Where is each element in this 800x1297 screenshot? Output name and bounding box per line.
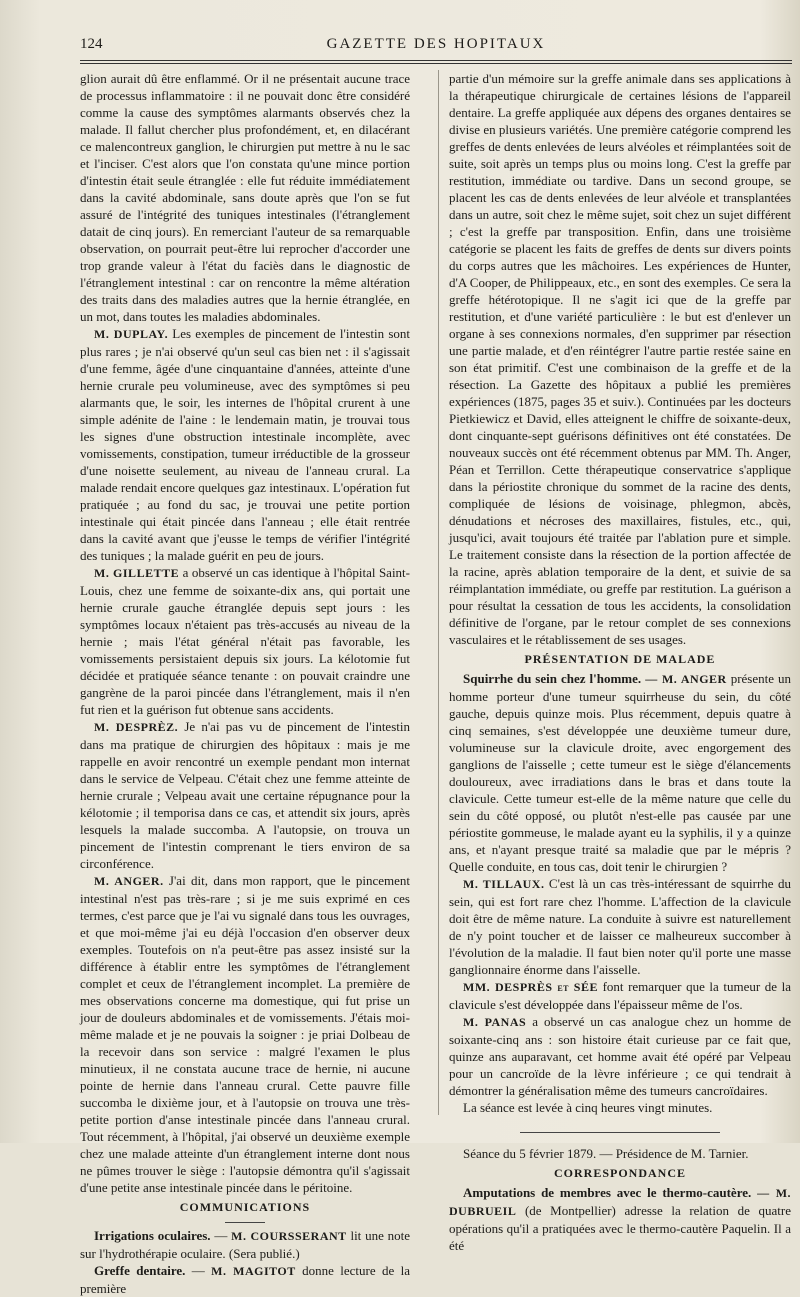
speaker-name: M. GILLETTE xyxy=(94,566,180,580)
speaker-name: M. PANAS xyxy=(463,1015,527,1029)
section-heading-presentation: PRÉSENTATION DE MALADE xyxy=(524,652,716,666)
article-title: Irrigations oculaires. xyxy=(94,1228,211,1243)
paragraph-text: Les exemples de pincement de l'intestin sont plus rares ; je n'ai observé qu'un seul cas bien net : il s'agissait d'une femme, âgée d'une cinquantaine d'années, atteinte d'une hernie crurale peu volumineuse, avec des symptômes si peu alarmants que, le soir, les internes de l'hôpital crurent à une simple adénite de l'aine : le lendemain matin, je trouvai tous les signes d'une obstruction intestinale incomplète, avec vomissements, constipation, tumeur irréductible de la grosseur d'une noisette seulement, au niveau de l'anneau crural. La malade rendait encore quelques gaz intestinaux. L'opération fut pratiquée ; au fond du sac, je trouvai une petite portion intestinale qui était pincée dans l'anneau ; elle était rentrée dans la cavité avant que j'eusse le temps de vérifier l'intégrité des tuniques ; la malade guérit en peu de jours. xyxy=(80,326,411,563)
paragraph-text: Je n'ai pas vu de pincement de l'intestin dans ma pratique de chirurgien des hôpitaux : mais je me rappelle en avoir rencontré un exemple pendant mon internat dans le service de Velpeau. C'était chez une femme atteinte de hernie crurale ; Velpeau avait une certaine répugnance pour la kélotomie ; il temporisa dans ce cas, et attendit six jours, après lesquels la malade succomba. A l'autopsie, on trouva un pincement de l'intestin comprenant le tiers environ de sa circonférence. xyxy=(80,719,410,871)
paragraph-irrigations: Irrigations oculaires. — M. COURSSERANT lit une note sur l'hydrothérapie oculaire. (Sera publié.) xyxy=(80,1228,410,1261)
page-number: 124 xyxy=(80,36,103,52)
paragraph-despres-see xyxy=(449,978,791,1013)
column-divider xyxy=(438,70,439,1115)
section-heading-communications: COMMUNICATIONS xyxy=(179,1200,311,1214)
header-rule-double xyxy=(80,63,792,64)
article-title: Squirrhe du sein chez l'homme. xyxy=(463,671,642,686)
session-line: Séance du 5 février 1879. — Présidence de M. Tarnier. xyxy=(463,1146,749,1161)
paragraph: partie d'un mémoire sur la greffe animale dans ses applications à la thérapeutique chirurgicale de certaines lésions de l'appareil dentaire. La greffe appliquée aux dépens des organes dentaires se divise en plusieurs variétés. Une première catégorie comprend les greffes de dents enlevées de leurs alvéoles et réimplantées soit de suite, soit après un temps plus ou moins long. C'est la greffe par restitution, immédiate ou tardive. Dans un second groupe, se placent les cas de dents enlevées de leur alvéole et transplantées dans un autre, soit chez le même sujet, soit chez un sujet différent ; c'est la greffe par transposition. Enfin, dans une troisième catégorie se placent les faits de greffes de dents sur divers points du corps autres que les mâchoires. Les expériences de Hunter, d'A Cooper, de Philippeaux, etc., en sont des exemples. Ce sera la greffe hétérotopique. Il ne s'agit ici que de la greffe par restitution, et d'une variété particulière : le but est d'enlever un organe à ses connexions normales, d'en supprimer par résection une partie malade, et d'en réintégrer l'autre partie restée saine en son état primitif. C'est une combinaison de la greffe et de la résection. La Gazette des hôpitaux a publié les premières expériences (1875, pages 35 et suiv.). Continuées par les docteurs Pietkiewicz et David, elles atteignent le chiffre de soixante-deux, dont cinquante-sept guérisons définitives ont été constatées. De nouveaux succès ont été récemment obtenus par MM. Th. Anger, Péan et Terrillon. Cette thérapeutique conservatrice s'applique dans la périostite chronique du sommet de la racine des dents, compliquée de lésions de voisinage, phlegmon, abcès, dénudations et nécroses des maxillaires, fistules, etc., qui, jusqu'ici, avait toujours été traitée par l'ablation pure et simple. Le traitement consiste dans la résection de la portion affectée de la racine, après ablation temporaire de la dent, et suivie de sa réimplantation immédiate, ou greffe par restitution. La guérison a pour résultat la cessation de tous les accidents, la consolidation définitive de l'organe, par le retour complet de ses connexions vasculaires et le rétablissement de ses usages. xyxy=(449,71,791,647)
speaker-name: M. COURSSERANT xyxy=(231,1229,347,1243)
paragraph-text: font remarquer que la tumeur de la clavicule s'est développée dans l'épaisseur même de l'os. xyxy=(449,979,791,1012)
speaker-name: MM. DESPRÈS et SÉE xyxy=(463,980,598,994)
session-rule xyxy=(520,1132,720,1133)
paragraph-gillette xyxy=(80,564,410,718)
paragraph-end: La séance est levée à cinq heures vingt minutes. xyxy=(463,1100,713,1115)
paragraph-anger xyxy=(80,872,410,1196)
paragraph-despres xyxy=(80,718,410,872)
paragraph-squirrhe xyxy=(449,670,791,875)
paragraph-amputations xyxy=(449,1184,791,1254)
paragraph-duplay xyxy=(80,325,410,564)
speaker-name: M. DUPLAY. xyxy=(94,327,169,341)
paragraph-greffe: Greffe dentaire. — M. MAGITOT donne lecture de la première xyxy=(80,1263,410,1296)
left-column xyxy=(80,70,411,1296)
paragraph-text: lit une note sur l'hydrothérapie oculaire. (Sera publié.) xyxy=(80,1228,410,1261)
speaker-name: — M. ANGER xyxy=(645,672,727,686)
paragraph-text: J'ai dit, dans mon rapport, que le pincement intestinal n'est pas très-rare ; si je me suis exprimé en ces termes, c'est parce que je l'ai vu signalé dans tous les ouvrages, et que moi-même j'ai eu déjà l'occasion d'en observer deux exemples. Toutefois on n'a peut-être pas assez insisté sur la différence à établir entre les symptômes de l'étranglement complet et ceux de l'étranglement incomplet. La première de mes observations concerne ma domestique, qui fut prise un jour de douleurs abdominales et de vomissements. J'étais moi-même malade et je ne pouvais la soigner : je priai Dolbeau de la recevoir dans son service : malgré l'examen le plus minutieux, il ne constata aucune trace de hernie, ni aucune pointe de hernie dans l'anneau crural. Cette pauvre fille succomba le dixième jour, et à l'autopsie on trouva une très-petite portion d'anse intestinale pincée dans l'anneau crural. Tout récemment, à l'hôpital, j'ai observé un deuxième exemple chez une malade atteinte d'un étranglement interne dont nous ne pûmes trouver le siège : l'autopsie démontra qu'il s'agissait d'une petite anse intestinale pincée dans le péritoine. xyxy=(80,873,410,1195)
article-title: Amputations de membres avec le thermo-cautère. xyxy=(463,1185,752,1200)
section-heading-correspondance: CORRESPONDANCE xyxy=(553,1166,686,1180)
paragraph-text: C'est là un cas très-intéressant de squirrhe du sein, qui est fort rare chez l'homme. L'affection de la clavicule doit être de même nature. La conduite à suivre est naturellement de n'y point toucher et de laisser ce malheureux succomber à l'évolution de la maladie. Il faut bien noter qu'il porte une masse ganglionnaire énorme dans l'aisselle. xyxy=(449,876,791,977)
speaker-name: — M. DUBRUEIL xyxy=(449,1186,792,1218)
section-rule xyxy=(225,1222,265,1223)
paragraph: glion aurait dû être enflammé. Or il ne présentait aucune trace de processus inflammatoire : il ne pouvait donc être considéré comme la cause des symptômes alarmants observés chez la malade. Il fallut chercher plus profondément, et, en dilacérant ce malencontreux ganglion, le chirurgien put mettre à nu le sac et l'inciser. C'est alors que l'on constata qu'une mince portion d'intestin était seule étranglée : elle fut réduite immédiatement dans la cavité abdominale, sans doute après que l'on se fut assuré de l'intégrité des tuniques intestinales (l'étranglement datait de cinq jours). En remerciant l'auteur de sa remarquable observation, on pourrait peut-être lui reprocher d'accorder une trop grande valeur à l'état du faciès dans le diagnostic de l'étranglement intestinal : car on rencontre la même altération des traits dans des maladies autres que la hernie étranglée, en un mot, dans toutes les maladies abdominales. xyxy=(80,71,410,324)
journal-title: GAZETTE DES HOPITAUX xyxy=(326,36,546,52)
paragraph-text: donne lecture de la première xyxy=(80,1263,410,1296)
paragraph-text: a observé un cas identique à l'hôpital Saint-Louis, chez une femme de soixante-dix ans, qui portait une hernie crurale gauche étranglée depuis sept jours : les symptômes locaux n'étaient pas très-accusés au niveau de la hernie ; mais l'état général n'était pas favorable, les vomissements persistaient depuis six jours. La kélotomie fut décidée et pratiquée séance tenante : on pouvait craindre une gangrène de la paroi pincée dans l'étranglement, mais il n'en fut rien et la guérison fut obtenue sans accidents. xyxy=(80,565,410,717)
paragraph-text: présente un homme porteur d'une tumeur squirrheuse du sein, du côté gauche, depuis quinze mois. Plus récemment, depuis quatre à cinq semaines, s'est développée une deuxième tumeur dure, volumineuse sur la clavicule droite, avec engorgement des ganglions de l'aisselle ; cette tumeur est le siège d'élancements douloureux, avec irradiations dans le bras et dans toute la clavicule. Cette tumeur est-elle de la même nature que celle du sein du côté opposé, ou plutôt n'est-elle pas causée par une périostite gommeuse, le malade ayant eu la syphilis, il y a quinze ans, et n'ayant presque traité sa maladie que par le mépris ? Quelle conduite, en tous cas, doit tenir le chirurgien ? xyxy=(449,671,792,874)
right-column xyxy=(449,70,792,1253)
article-title: Greffe dentaire. xyxy=(94,1263,186,1278)
speaker-name: M. MAGITOT xyxy=(211,1264,296,1278)
header-rule xyxy=(80,60,792,61)
paragraph-text: a observé un cas analogue chez un homme de soixante-cinq ans : son histoire était curieuse par ce fait que, quinze ans auparavant, cet homme avait été opéré par Velpeau pour un cancroïde de la lèvre inférieure ; ce qui tendrait à démontrer la généralisation même des tumeurs cancroïdaires. xyxy=(449,1014,792,1098)
speaker-name: M. DESPRÈZ. xyxy=(94,720,179,734)
paragraph-text: (de Montpellier) adresse la relation de quatre opérations qu'il a pratiquées avec le thermo-cautère Paquelin. Il a été xyxy=(449,1203,791,1253)
speaker-name: M. TILLAUX. xyxy=(463,877,545,891)
paragraph-panas xyxy=(449,1013,791,1099)
speaker-name: M. ANGER. xyxy=(94,874,164,888)
paragraph-tillaux xyxy=(449,875,791,978)
